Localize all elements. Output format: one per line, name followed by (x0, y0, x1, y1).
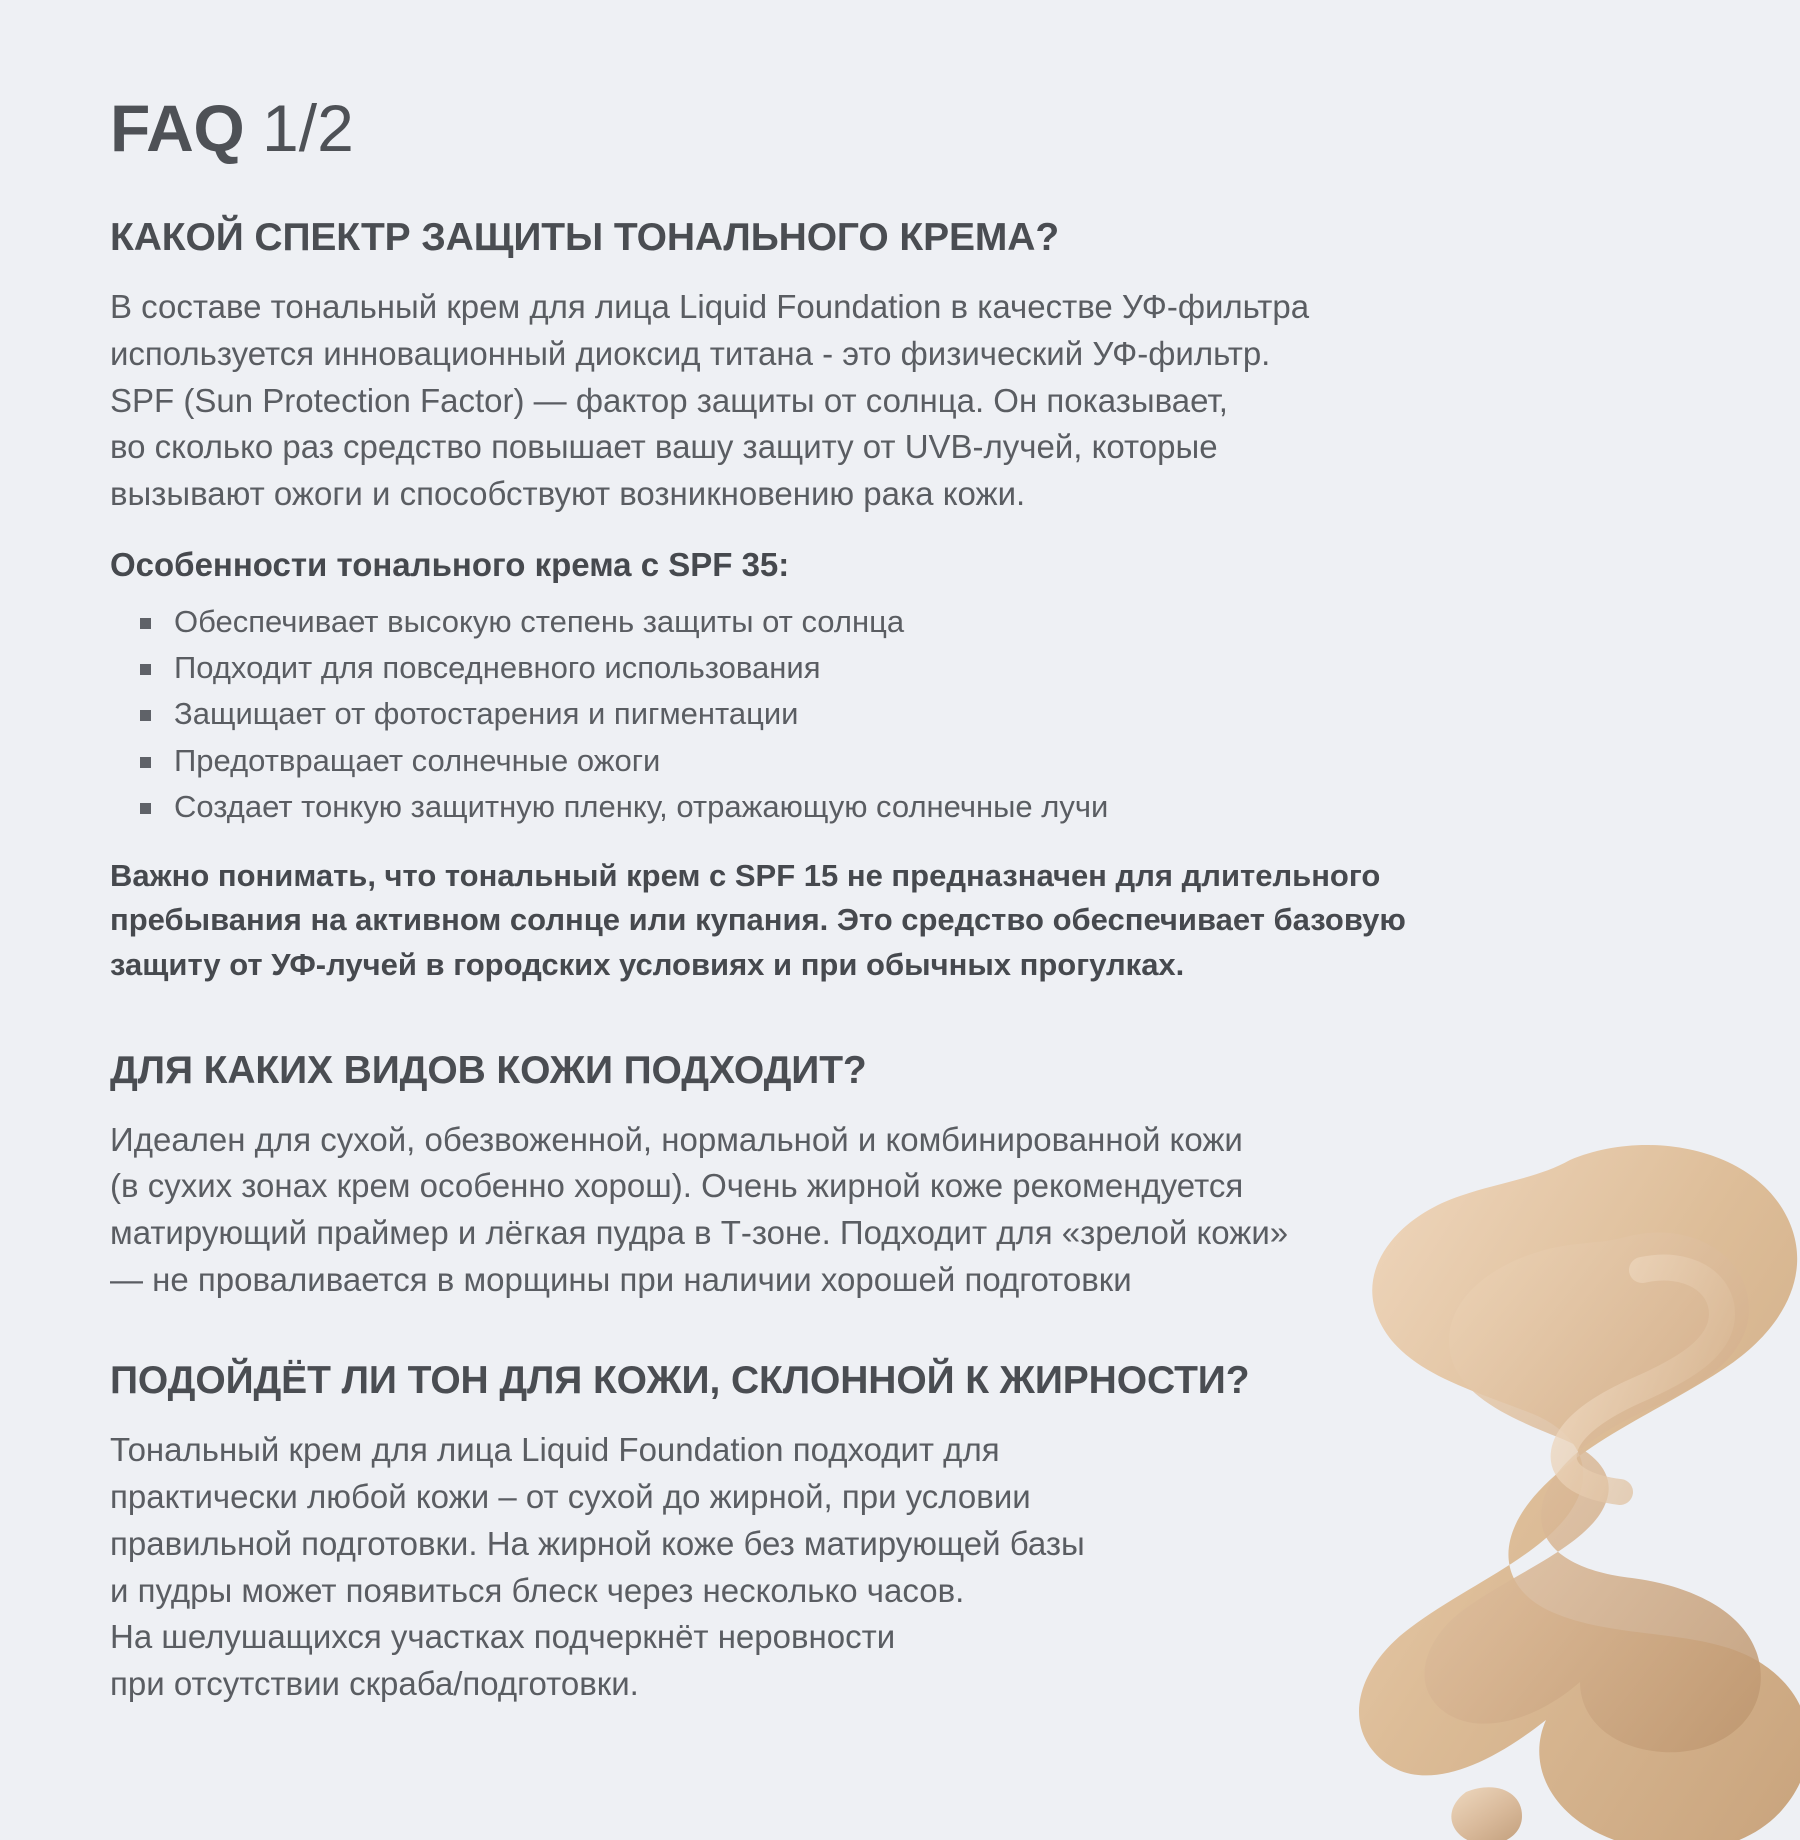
answer-line: матирующий праймер и лёгкая пудра в Т-зоне. Подходит для «зрелой кожи» (110, 1214, 1289, 1252)
page-title-pager: 1/2 (262, 91, 354, 165)
faq-question-heading-3: ПОДОЙДЁТ ЛИ ТОН ДЛЯ КОЖИ, СКЛОННОЙ К ЖИРНОСТИ? (110, 1359, 1250, 1403)
answer-line: используется инновационный диоксид титана - это физический УФ-фильтр. (110, 334, 1271, 372)
answer-line: Тональный крем для лица Liquid Foundation подходит для (110, 1430, 1000, 1468)
note-line: пребывания на активном солнце или купания. Это средство обеспечивает базовую (110, 902, 1406, 938)
section-spacer (110, 988, 1690, 1050)
answer-line: практически любой кожи – от сухой до жирной, при условии (110, 1477, 1031, 1515)
faq-section-1 (110, 217, 1690, 988)
section-spacer (110, 1304, 1690, 1360)
answer-line: правильной подготовки. На жирной коже без матирующей базы (110, 1524, 1085, 1562)
important-note (110, 854, 1690, 988)
answer-line: вызывают ожоги и способствуют возникновению рака кожи. (110, 475, 1026, 513)
page-title (110, 91, 1690, 165)
answer-line: при отсутствии скраба/подготовки. (110, 1665, 639, 1703)
features-list (138, 601, 1690, 828)
answer-line: В составе тональный крем для лица Liquid Foundation в качестве УФ-фильтра (110, 287, 1310, 325)
faq-question-heading-2: ДЛЯ КАКИХ ВИДОВ КОЖИ ПОДХОДИТ? (110, 1048, 867, 1092)
answer-line: и пудры может появиться блеск через несколько часов. (110, 1571, 965, 1609)
faq-answer-3 (110, 1427, 1690, 1708)
note-line: защиту от УФ-лучей в городских условиях и при обычных прогулках. (110, 947, 1185, 983)
list-item: Предотвращает солнечные ожоги (138, 740, 1690, 782)
features-subheading: Особенности тонального крема с SPF 35: (110, 546, 790, 584)
answer-line: Идеален для сухой, обезвоженной, нормальной и комбинированной кожи (110, 1120, 1243, 1158)
faq-section-3 (110, 1360, 1690, 1708)
note-line: Важно понимать, что тональный крем с SPF 15 не предназначен для длительного (110, 857, 1381, 893)
answer-line: (в сухих зонах крем особенно хорош). Очень жирной коже рекомендуется (110, 1167, 1244, 1205)
faq-answer-2 (110, 1117, 1690, 1304)
list-item: Создает тонкую защитную пленку, отражающую солнечные лучи (138, 786, 1690, 828)
list-item: Защищает от фотостарения и пигментации (138, 693, 1690, 735)
list-item: Подходит для повседневного использования (138, 647, 1690, 689)
page-title-main: FAQ (110, 91, 245, 165)
answer-line: — не проваливается в морщины при наличии хорошей подготовки (110, 1261, 1132, 1299)
answer-line: во сколько раз средство повышает вашу защиту от UVB-лучей, которые (110, 428, 1218, 466)
faq-section-2 (110, 1050, 1690, 1304)
faq-question-heading-1: КАКОЙ СПЕКТР ЗАЩИТЫ ТОНАЛЬНОГО КРЕМА? (110, 216, 1060, 259)
answer-line: SPF (Sun Protection Factor) — фактор защиты от солнца. Он показывает, (110, 381, 1228, 419)
faq-answer-1 (110, 284, 1690, 518)
answer-line: На шелушащихся участках подчеркнёт неровности (110, 1618, 896, 1656)
list-item: Обеспечивает высокую степень защиты от солнца (138, 601, 1690, 643)
